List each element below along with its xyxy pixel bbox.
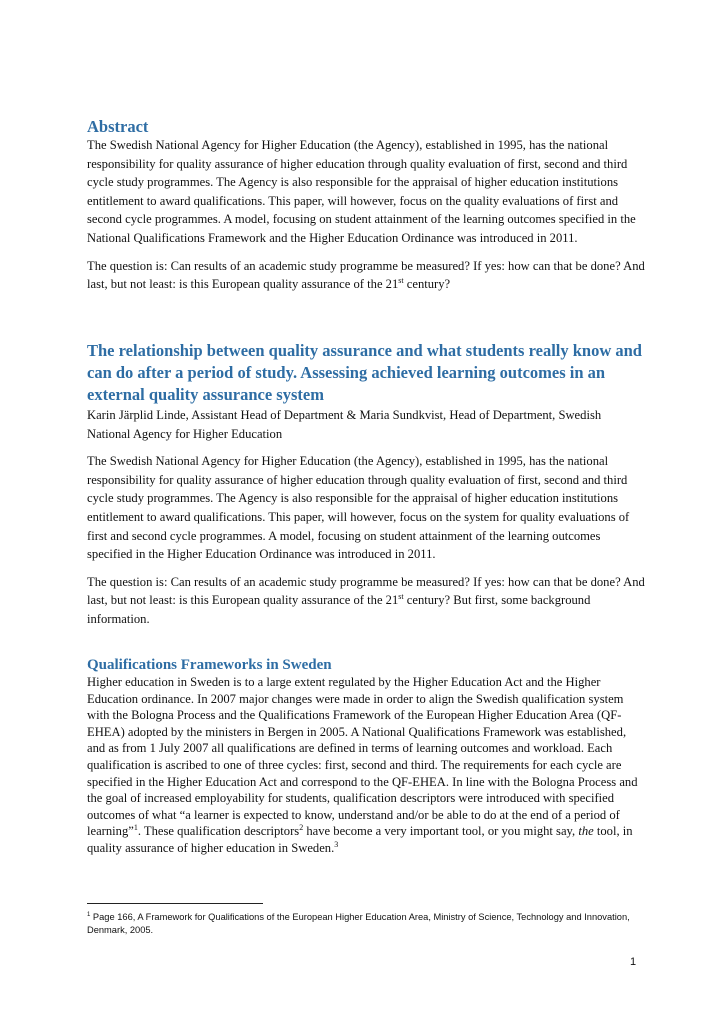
section-body: Higher education in Sweden is to a large extent regulated by the Higher Education Act and the Higher Education ordinance. In 2007 major changes were made in order to align the Swedish qualification system with the Bologna Process and the Qualifications Framework of the European Higher Education Area (QF-EHEA) adopted by the ministers in Bergen in 2005. A National Qualifications Framework was established, and as from 1 July 2007 all qualifications are defined in terms of learning outcomes and workload. Each qualification is ascribed to one of three cycles: first, second and third. The requirements for each cycle are specified in the Higher Education Act and correspond to the QF-EHEA. In line with the Bologna Process and the goal of increased employability for students, qualification descriptors were introduced with specified outcomes of what “a learner is expected to know, understand and/or be able to do at the end of a period of learning”$^1$. These qualification descriptors$^2$ have become a very important tool, or you might say, the tool, in quality assurance of higher education in Sweden.$^3$ — [87, 675, 638, 855]
page-number: 1 — [630, 956, 637, 968]
footnote-divider — [87, 903, 263, 904]
article-paragraph-1: The Swedish National Agency for Higher Education (the Agency), established in 1995, has the national responsibility for quality assurance of higher education through quality evaluation of first, second and third cycle study programmes. The Agency is also responsible for the appraisal of higher education institutions entitlement to award qualifications. This paper, will however, focus on the system for quality evaluations of first and second cycle programmes. A model, focusing on student attainment of the learning outcomes specified in the Higher Education Ordinance was introduced in 2011. — [87, 454, 630, 562]
footnote: $^1$ Page 166, A Framework for Qualifications of the European Higher Education Area, Ministry of Science, Technology and Innovation, Denmark, 2005. — [87, 911, 630, 935]
abstract-section — [87, 117, 647, 294]
article-paragraph-2: The question is: Can results of an academic study programme be measured? If yes: how can that be done? And last, but not least: is this European quality assurance of the 21st century? But first, some background information. — [87, 574, 645, 626]
abstract-paragraph-2: The question is: Can results of an academic study programme be measured? If yes: how can that be done? And last, but not least: is this European quality assurance of the 21st century? — [87, 258, 645, 292]
footnote-ref-3: 3 — [334, 839, 339, 849]
article-section — [87, 340, 647, 629]
article-authors: Karin Järplid Linde, Assistant Head of Department & Maria Sundkvist, Head of Department, Swedish National Agency for Higher Education — [87, 408, 602, 441]
abstract-paragraph-1: The Swedish National Agency for Higher Education (the Agency), established in 1995, has the national responsibility for quality assurance of higher education through quality evaluation of first, second and third cycle study programmes. The Agency is also responsible for the appraisal of higher education institutions entitlement to award qualifications. This paper, will however, focus on the quality evaluations of first and second cycle programmes. A model, focusing on student attainment of the learning outcomes specified in the National Qualifications Framework and the Higher Education Ordinance was introduced in 2011. — [87, 138, 636, 245]
article-title: The relationship between quality assurance and what students really know and can do after a period of study. Assessing achieved learning outcomes in an external quality assurance system — [87, 341, 642, 404]
abstract-heading: Abstract — [87, 117, 149, 136]
section-heading: Qualifications Frameworks in Sweden — [87, 657, 332, 673]
footnote-ref-1: 1 — [133, 823, 138, 833]
qualifications-section — [87, 656, 647, 857]
footnote-ref-2: 2 — [299, 823, 304, 833]
